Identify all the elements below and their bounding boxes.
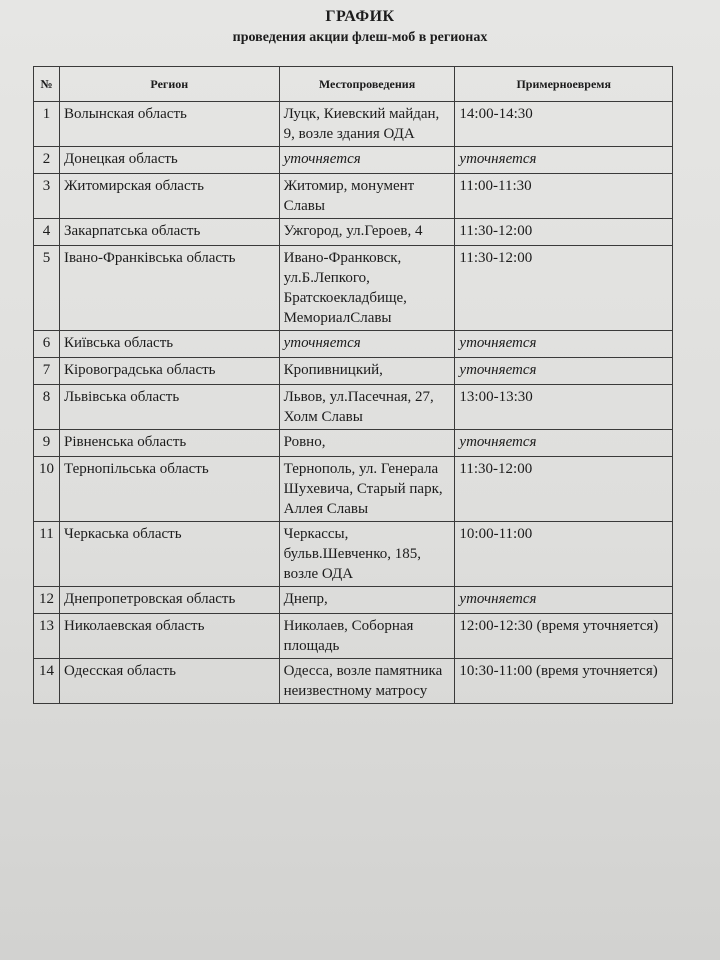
- document-subtitle: проведения акции флеш-моб в регионах: [232, 30, 488, 45]
- row-number: 9: [34, 430, 60, 457]
- region-cell: Донецкая область: [59, 147, 279, 174]
- region-cell: Івано-Франківська область: [59, 246, 279, 331]
- time-cell: 12:00-12:30 (время уточняется): [455, 614, 673, 659]
- table-row: [34, 457, 673, 522]
- time-cell: 13:00-13:30: [455, 385, 673, 430]
- table-row: [34, 219, 673, 246]
- row-number: 11: [34, 522, 60, 587]
- time-cell: уточняется: [455, 430, 673, 457]
- table-row: [34, 331, 673, 358]
- place-cell: уточняется: [279, 147, 455, 174]
- table-row: [34, 174, 673, 219]
- region-cell: Закарпатська область: [59, 219, 279, 246]
- region-cell: Черкаська область: [59, 522, 279, 587]
- place-cell: Кропивницкий,: [279, 358, 455, 385]
- table-row: [34, 102, 673, 147]
- table-row: [34, 358, 673, 385]
- region-cell: Житомирская область: [59, 174, 279, 219]
- place-cell: Одесса, возле памятника неизвестному матросу: [279, 659, 455, 704]
- place-cell: Ивано-Франковск, ул.Б.Лепкого, Братскоекладбище, МемориалСлавы: [279, 246, 455, 331]
- place-cell: Днепр,: [279, 587, 455, 614]
- table-header-row: [34, 67, 673, 102]
- row-number: 10: [34, 457, 60, 522]
- column-header-time: Примерноевремя: [455, 67, 673, 102]
- region-cell: Одесская область: [59, 659, 279, 704]
- row-number: 5: [34, 246, 60, 331]
- column-header-region: Регион: [59, 67, 279, 102]
- table-row: [34, 385, 673, 430]
- place-cell: Черкассы, бульв.Шевченко, 185, возле ОДА: [279, 522, 455, 587]
- time-cell: уточняется: [455, 587, 673, 614]
- row-number: 13: [34, 614, 60, 659]
- table-row: [34, 587, 673, 614]
- row-number: 2: [34, 147, 60, 174]
- schedule-table: [33, 66, 673, 704]
- table-row: [34, 614, 673, 659]
- column-header-number: №: [34, 67, 60, 102]
- region-cell: Рівненська область: [59, 430, 279, 457]
- region-cell: Кіровоградська область: [59, 358, 279, 385]
- region-cell: Львівська область: [59, 385, 279, 430]
- row-number: 12: [34, 587, 60, 614]
- place-cell: уточняется: [279, 331, 455, 358]
- time-cell: 10:30-11:00 (время уточняется): [455, 659, 673, 704]
- row-number: 4: [34, 219, 60, 246]
- place-cell: Житомир, монумент Славы: [279, 174, 455, 219]
- table-row: [34, 147, 673, 174]
- place-cell: Ровно,: [279, 430, 455, 457]
- row-number: 1: [34, 102, 60, 147]
- table-row: [34, 522, 673, 587]
- place-cell: Николаев, Соборная площадь: [279, 614, 455, 659]
- table-row: [34, 430, 673, 457]
- place-cell: Тернополь, ул. Генерала Шухевича, Старый парк, Аллея Славы: [279, 457, 455, 522]
- region-cell: Тернопільська область: [59, 457, 279, 522]
- table-row: [34, 246, 673, 331]
- region-cell: Волынская область: [59, 102, 279, 147]
- time-cell: 11:00-11:30: [455, 174, 673, 219]
- row-number: 6: [34, 331, 60, 358]
- time-cell: уточняется: [455, 358, 673, 385]
- region-cell: Київська область: [59, 331, 279, 358]
- place-cell: Луцк, Киевский майдан, 9, возле здания ОДА: [279, 102, 455, 147]
- time-cell: 11:30-12:00: [455, 457, 673, 522]
- time-cell: 11:30-12:00: [455, 219, 673, 246]
- time-cell: уточняется: [455, 147, 673, 174]
- time-cell: 11:30-12:00: [455, 246, 673, 331]
- row-number: 7: [34, 358, 60, 385]
- row-number: 14: [34, 659, 60, 704]
- row-number: 8: [34, 385, 60, 430]
- region-cell: Николаевская область: [59, 614, 279, 659]
- document-title: ГРАФИК: [325, 8, 395, 25]
- place-cell: Ужгород, ул.Героев, 4: [279, 219, 455, 246]
- time-cell: 14:00-14:30: [455, 102, 673, 147]
- time-cell: 10:00-11:00: [455, 522, 673, 587]
- table-row: [34, 659, 673, 704]
- column-header-place: Местопроведения: [279, 67, 455, 102]
- region-cell: Днепропетровская область: [59, 587, 279, 614]
- place-cell: Львов, ул.Пасечная, 27, Холм Славы: [279, 385, 455, 430]
- row-number: 3: [34, 174, 60, 219]
- time-cell: уточняется: [455, 331, 673, 358]
